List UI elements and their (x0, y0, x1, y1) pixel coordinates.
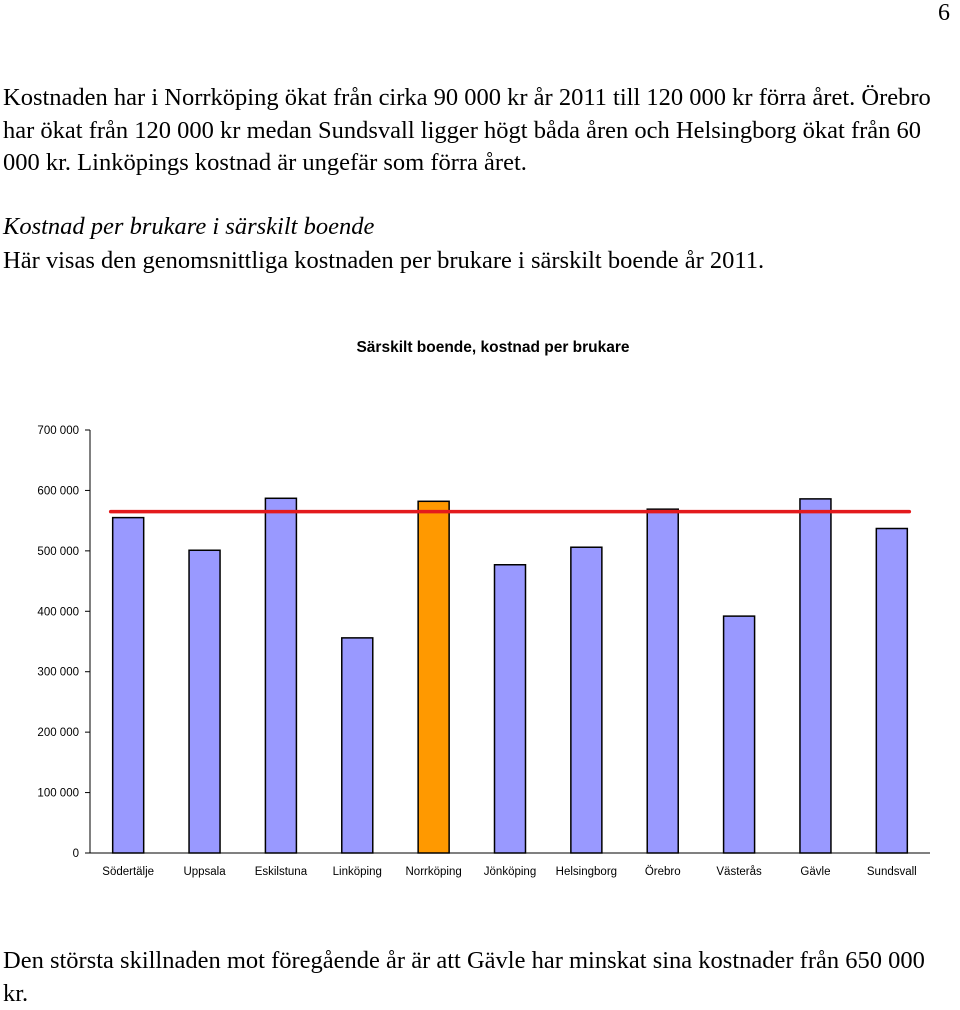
x-tick-label: Gävle (800, 866, 831, 878)
x-tick-label: Linköping (332, 866, 382, 878)
y-tick-label: 300 000 (37, 666, 79, 679)
plot-area (37, 425, 930, 878)
bar-västerås (724, 616, 755, 853)
section-heading: Kostnad per brukare i särskilt boende (3, 213, 375, 240)
x-tick-label: Eskilstuna (254, 866, 308, 878)
bar-eskilstuna (265, 498, 296, 853)
x-tick-label: Norrköping (405, 866, 462, 878)
bar-helsingborg (571, 547, 602, 853)
bar-linköping (342, 638, 373, 853)
chart-title: Särskilt boende, kostnad per brukare (356, 339, 630, 356)
page-number: 6 (938, 0, 950, 26)
x-tick-label: Helsingborg (555, 866, 618, 878)
bar-gävle (800, 499, 831, 853)
bar-jönköping (495, 565, 526, 853)
y-tick-label: 400 000 (37, 606, 79, 619)
y-tick-label: 500 000 (37, 545, 79, 558)
section-intro: Här visas den genomsnittliga kostnaden per brukare i särskilt boende år 2011. (3, 247, 765, 274)
x-tick-label: Jönköping (483, 866, 537, 878)
bar-örebro (647, 509, 678, 853)
x-tick-label: Västerås (716, 866, 762, 878)
y-tick-label: 100 000 (37, 787, 79, 800)
intro-paragraph: Kostnaden har i Norrköping ökat från cirka 90 000 kr år 2011 till 120 000 kr förra året. Örebro har ökat från 120 000 kr medan Sundsvall ligger högt båda åren och Helsingborg ökat från 60 000 kr. Linköpings kostnad är ungefär som förra året. (3, 84, 931, 176)
x-tick-label: Södertälje (102, 866, 155, 878)
bar-södertälje (113, 518, 144, 853)
bar-chart (0, 320, 960, 890)
closing-paragraph: Den största skillnaden mot föregående år är att Gävle har minskat sina kostnader från 650 000 kr. (3, 947, 925, 1007)
x-tick-label: Örebro (644, 866, 681, 878)
x-tick-label: Uppsala (183, 866, 226, 878)
y-tick-label: 0 (72, 848, 79, 860)
bar-sundsvall (876, 528, 907, 853)
x-tick-label: Sundsvall (866, 866, 917, 878)
y-tick-label: 600 000 (37, 485, 79, 498)
bar-norrköping (418, 501, 449, 853)
y-tick-label: 200 000 (37, 727, 79, 740)
bar-uppsala (189, 550, 220, 853)
y-tick-label: 700 000 (37, 425, 79, 437)
